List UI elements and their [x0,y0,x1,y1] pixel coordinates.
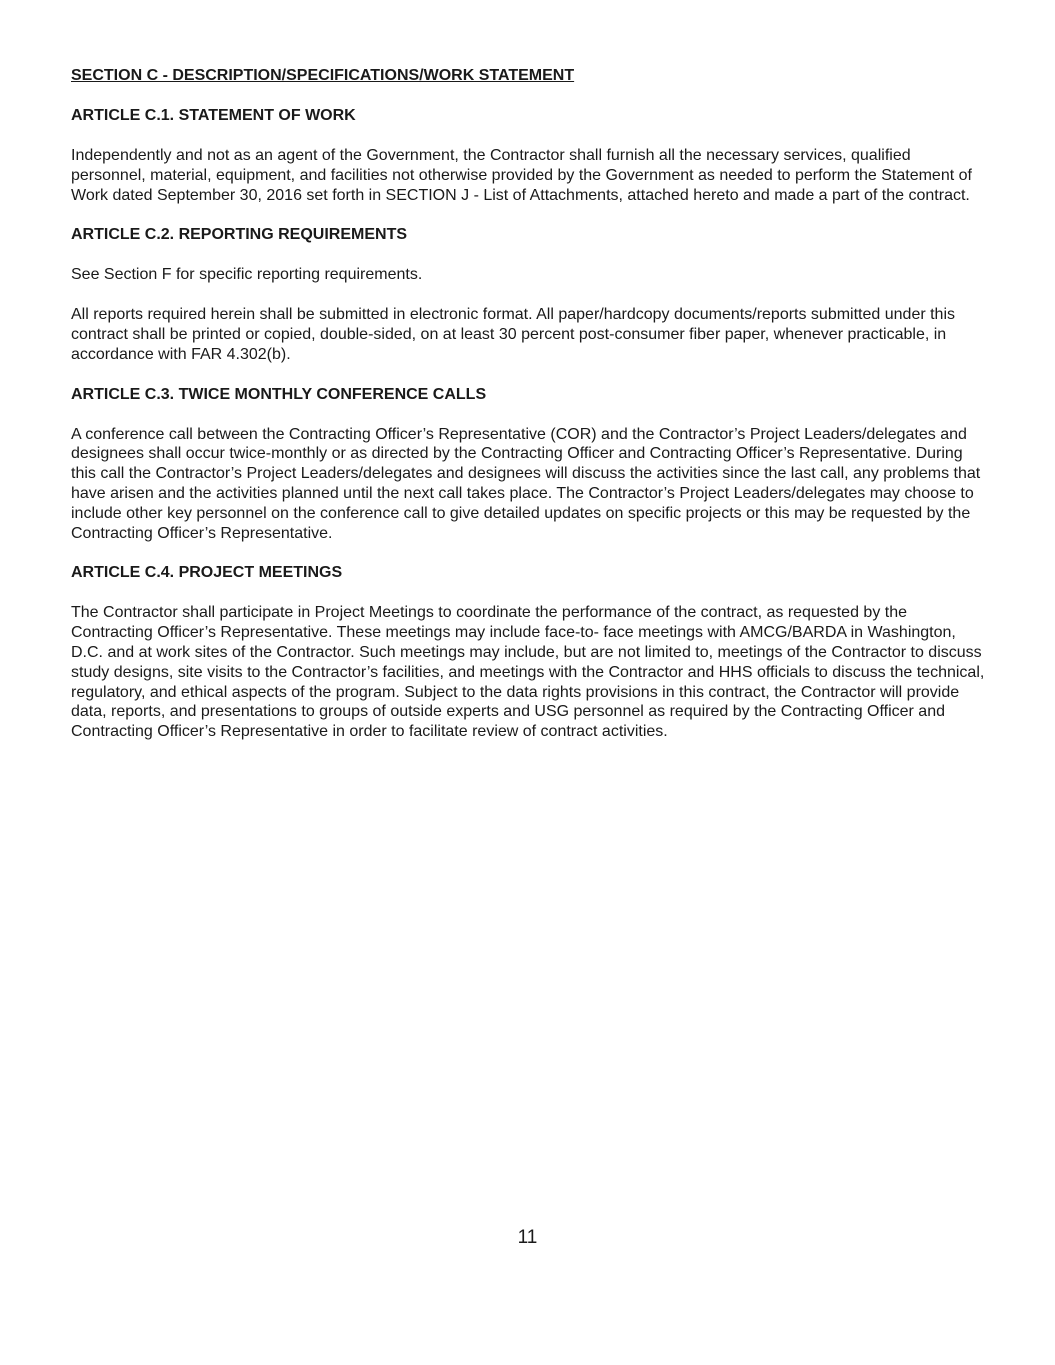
article-paragraph: Independently and not as an agent of the Government, the Contractor shall furnish all the necessary services, qualified personnel, material, equipment, and facilities not otherwise provided by the Government as needed to perform the Statement of Work dated September 30, 2016 set forth in SECTION J - List of Attachments, attached hereto and made a part of the contract. [71,147,972,204]
article-c1 [71,106,986,205]
page-number: 11 [517,1227,538,1248]
article-paragraph: All reports required herein shall be submitted in electronic format. All paper/hardcopy documents/reports submitted under this contract shall be printed or copied, double-sided, on at least 30 percent post-consumer fiber paper, whenever practicable, in accordance with FAR 4.302(b). [71,306,956,363]
section-title: SECTION C - DESCRIPTION/SPECIFICATIONS/WORK STATEMENT [71,67,575,84]
article-heading: ARTICLE C.3. TWICE MONTHLY CONFERENCE CALLS [71,385,487,403]
article-heading: ARTICLE C.4. PROJECT MEETINGS [71,564,343,582]
article-c2 [71,225,986,364]
article-heading: ARTICLE C.2. REPORTING REQUIREMENTS [71,226,408,244]
article-paragraph: The Contractor shall participate in Project Meetings to coordinate the performance of the contract, as requested by the Contracting Officer’s Representative. These meetings may include face-to- face meetings with AMCG/BARDA in Washington, D.C. and at work sites of the Contractor. Such meetings may include, but are not limited to, meetings of the Contractor to discuss study designs, site visits to the Contractor’s facilities, and meetings with the Contractor and HHS officials to discuss the technical, regulatory, and ethical aspects of the program. Subject to the data rights provisions in this contract, the Contractor will provide data, reports, and presentations to groups of outside experts and USG personnel as required by the Contracting Officer and Contracting Officer’s Representative in order to facilitate review of contract activities. [71,604,985,741]
article-c3 [71,385,986,544]
article-c4 [71,563,986,742]
article-paragraph: A conference call between the Contracting Officer’s Representative (COR) and the Contractor’s Project Leaders/delegates and designees shall occur twice-monthly or as directed by the Contracting Officer and Contracting Officer’s Representative. During this call the Contractor’s Project Leaders/delegates and designees will discuss the activities since the last call, any problems that have arisen and the activities planned until the next call takes place. The Contractor’s Project Leaders/delegates may choose to include other key personnel on the conference call to give detailed updates on specific projects or this may be requested by the Contracting Officer’s Representative. [71,425,981,542]
article-heading: ARTICLE C.1. STATEMENT OF WORK [71,107,356,124]
article-paragraph: See Section F for specific reporting requirements. [71,266,423,284]
document-page [71,66,986,762]
